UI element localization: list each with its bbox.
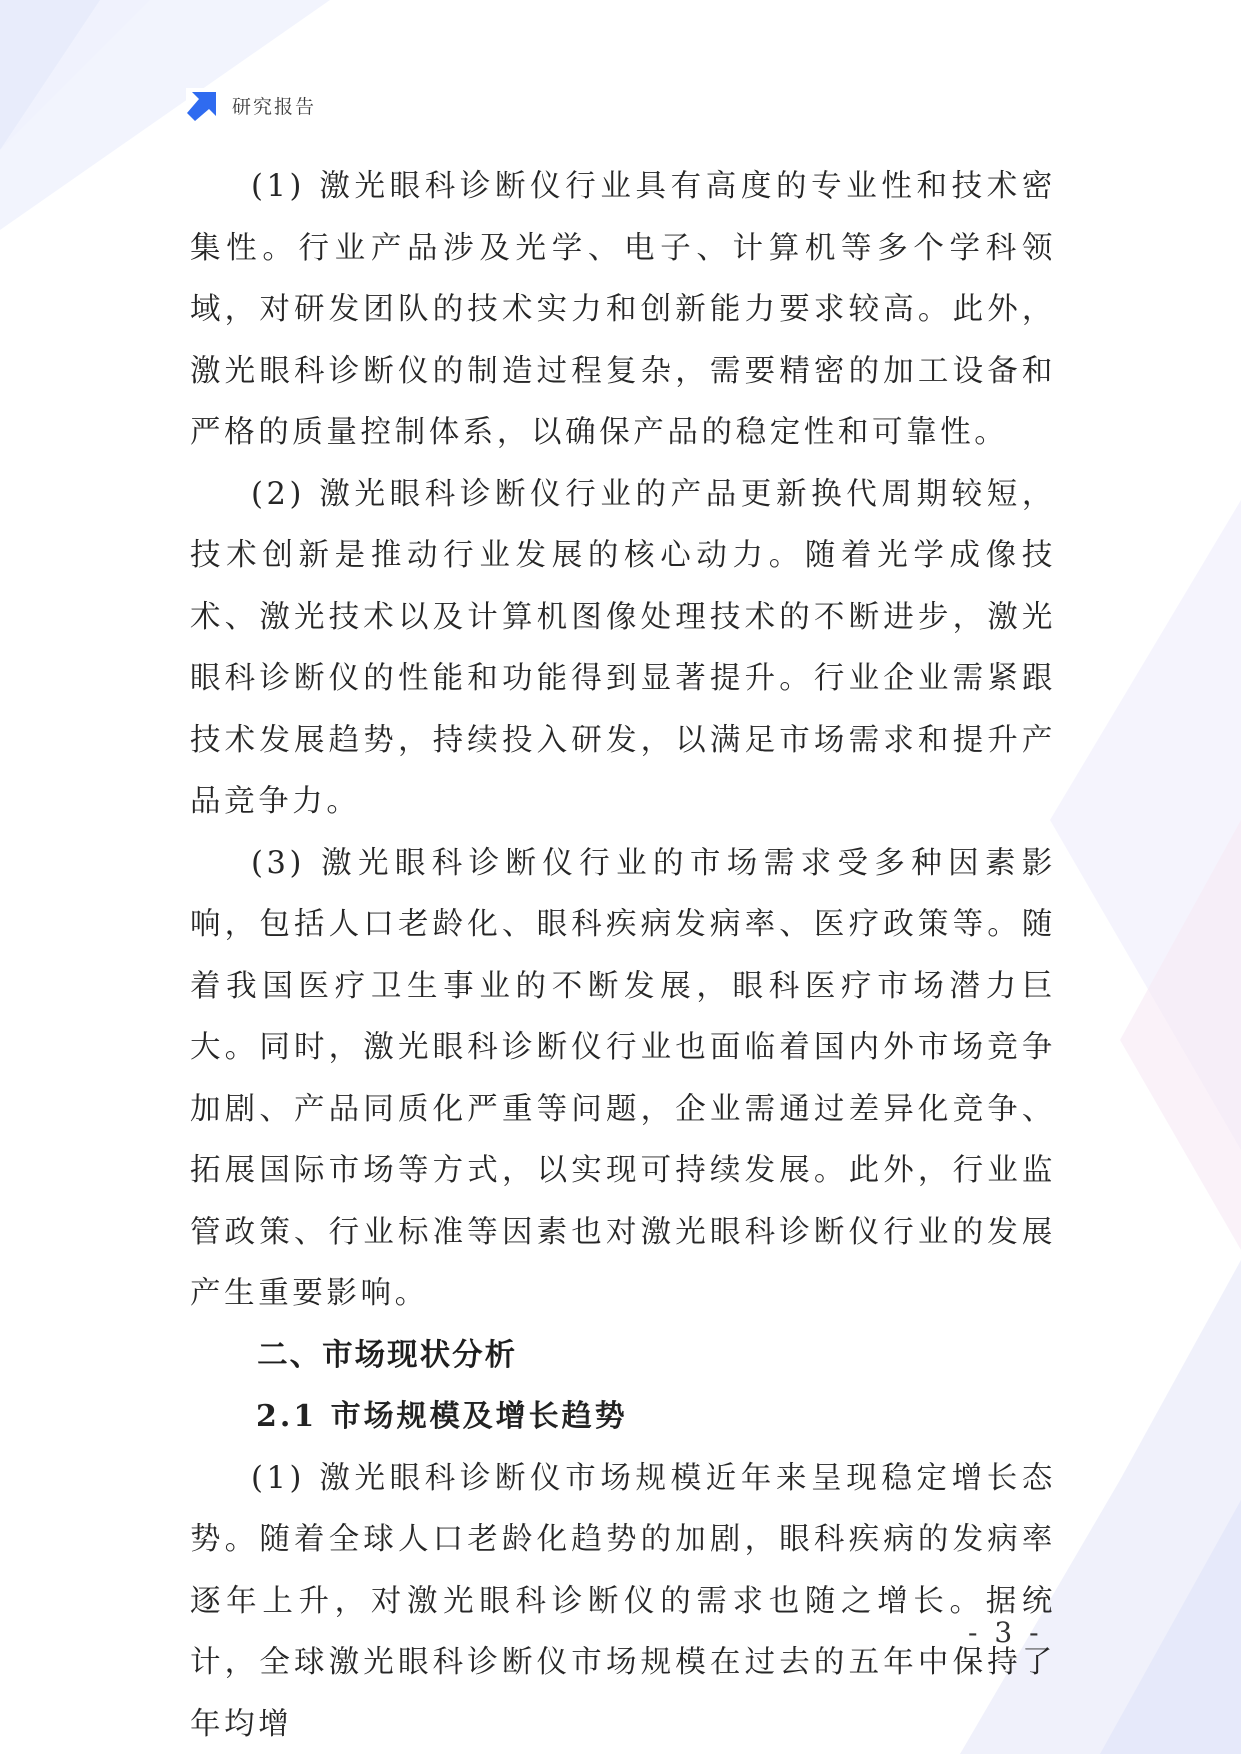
paragraph: (2) 激光眼科诊断仪行业的产品更新换代周期较短，技术创新是推动行业发展的核心动力。随着光学成像技术、激光技术以及计算机图像处理技术的不断进步，激光眼科诊断仪的性能和功能得到显著提升。行业企业需紧跟技术发展趋势，持续投入研发，以满足市场需求和提升产品竞争力。 [190,464,1056,833]
document-body [190,156,1056,1755]
report-header [186,88,316,122]
paragraph: (1) 激光眼科诊断仪市场规模近年来呈现稳定增长态势。随着全球人口老龄化趋势的加剧，眼科疾病的发病率逐年上升，对激光眼科诊断仪的需求也随之增长。据统计，全球激光眼科诊断仪市场规模在过去的五年中保持了年均增 [190,1448,1056,1755]
section-heading: 二、市场现状分析 [190,1325,1056,1387]
arrow-up-right-icon [186,88,220,122]
paragraph: (3) 激光眼科诊断仪行业的市场需求受多种因素影响，包括人口老龄化、眼科疾病发病率、医疗政策等。随着我国医疗卫生事业的不断发展，眼科医疗市场潜力巨大。同时，激光眼科诊断仪行业也面临着国内外市场竞争加剧、产品同质化严重等问题，企业需通过差异化竞争、拓展国际市场等方式，以实现可持续发展。此外，行业监管政策、行业标准等因素也对激光眼科诊断仪行业的发展产生重要影响。 [190,833,1056,1325]
subsection-heading: 2.1 市场规模及增长趋势 [190,1386,1056,1448]
header-label: 研究报告 [232,92,316,119]
paragraph: (1) 激光眼科诊断仪行业具有高度的专业性和技术密集性。行业产品涉及光学、电子、计算机等多个学科领域，对研发团队的技术实力和创新能力要求较高。此外，激光眼科诊断仪的制造过程复杂，需要精密的加工设备和严格的质量控制体系，以确保产品的稳定性和可靠性。 [190,156,1056,464]
page-number: - 3 - [968,1616,1043,1649]
